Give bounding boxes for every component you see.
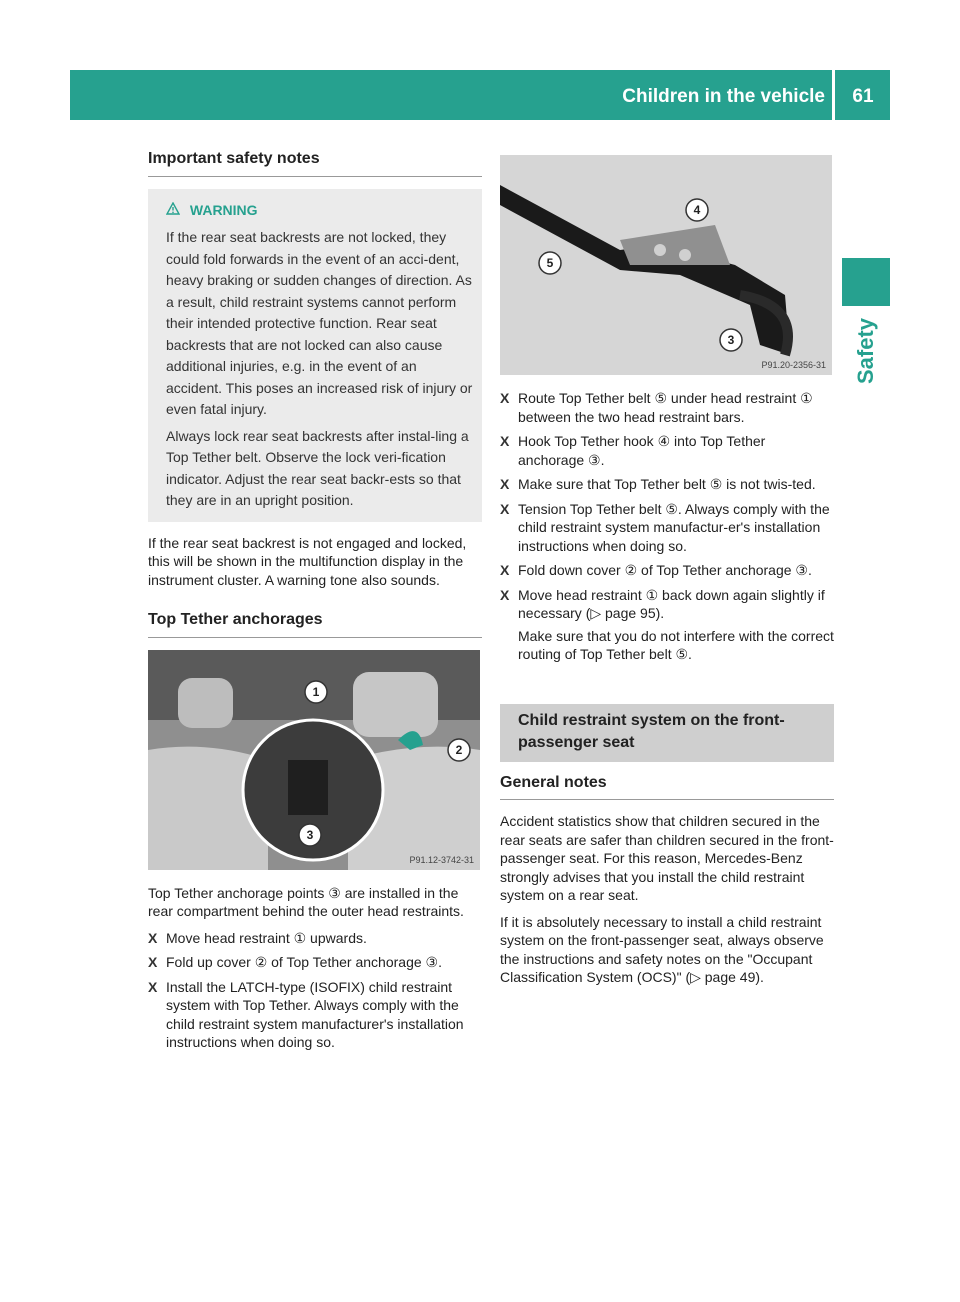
header-divider — [832, 70, 835, 120]
section-title-top-tether: Top Tether anchorages — [148, 611, 482, 638]
warning-paragraph-2: Always lock rear seat backrests after instal-ling a Top Tether belt. Observe the lock veri-fication indicator. Adjust the rear seat backr-ests so that they are in an upright position. — [166, 427, 469, 508]
paragraph-anchorage-points: Top Tether anchorage points ③ are installed in the rear compartment behind the outer head restraints. — [148, 884, 464, 919]
paragraph-accident-statistics: Accident statistics show that children secured in the rear seats are safer than children secured in the front-passenger seat. For this reason, Mercedes-Benz strongly advises that you install the child restraint system on a rear seat. — [500, 813, 834, 903]
warning-box — [148, 189, 482, 522]
warning-triangle-icon — [166, 202, 184, 218]
step-item: X Tension Top Tether belt ⑤. Always comply with the child restraint system manufactur-er's installation instructions when doing so. — [500, 500, 830, 554]
section-title-safety-notes: Important safety notes — [148, 150, 482, 177]
svg-text:3: 3 — [306, 827, 314, 842]
right-column — [500, 155, 834, 995]
svg-text:5: 5 — [546, 256, 554, 270]
section-title-front-passenger: Child restraint system on the front-passenger seat — [500, 704, 834, 762]
side-tab-label: Safety — [853, 317, 878, 385]
svg-text:1: 1 — [312, 684, 320, 699]
left-column — [148, 150, 482, 1058]
svg-text:2: 2 — [455, 742, 463, 757]
step-item: X Fold down cover ② of Top Tether anchorage ③. — [500, 562, 812, 578]
page-number: 61 — [852, 86, 874, 107]
warning-paragraph-1: If the rear seat backrests are not locked, they could fold forwards in the event of an acci-dent, heavy braking or sudden changes of direction. As a result, child restraint systems cannot perform their intended protective function. Rear seat backrests that are not locked can also cause additional injuries, e.g. in the event of an accident. This poses an increased risk of injury or even fatal injury. — [166, 229, 473, 417]
figure-top-tether-belt — [500, 155, 832, 375]
svg-text:3: 3 — [727, 333, 735, 347]
step-item: X Make sure that Top Tether belt ⑤ is not twis-ted. — [500, 476, 816, 492]
step-item: X Move head restraint ① back down again slightly if necessary (▷ page 95). — [500, 586, 825, 621]
side-tab-marker — [842, 258, 890, 306]
step-item: X Move head restraint ① upwards. — [148, 929, 367, 946]
paragraph-ocs: If it is absolutely necessary to install a child restraint system on the front-passenger seat, always observe the instructions and safety notes on the "Occupant Classification System (OCS)" (▷ page 49). — [500, 913, 824, 985]
step-note: Make sure that you do not interfere with the correct routing of Top Tether belt ⑤. — [518, 627, 834, 662]
figure-top-tether-anchorage — [148, 650, 480, 870]
chapter-title: Children in the vehicle — [622, 86, 825, 107]
paragraph-multifunction: If the rear seat backrest is not engaged and locked, this will be shown in the multifunction display in the instrument cluster. A warning tone also sounds. — [148, 534, 467, 588]
step-item: X Install the LATCH-type (ISOFIX) child restraint system with Top Tether. Always comply with the child restraint system manufacturer's installation instructions when doing so. — [148, 978, 464, 1050]
section-title-general-notes: General notes — [500, 774, 834, 801]
step-item: X Route Top Tether belt ⑤ under head restraint ① between the two head restraint bars. — [500, 390, 813, 425]
svg-text:P91.12-3742-31: P91.12-3742-31 — [409, 854, 474, 865]
step-item: X Fold up cover ② of Top Tether anchorage ③. — [148, 954, 442, 970]
step-item: X Hook Top Tether hook ④ into Top Tether anchorage ③. — [500, 433, 766, 468]
warning-heading: WARNING — [166, 201, 474, 220]
svg-text:4: 4 — [693, 203, 701, 217]
svg-text:P91.20-2356-31: P91.20-2356-31 — [761, 360, 826, 370]
